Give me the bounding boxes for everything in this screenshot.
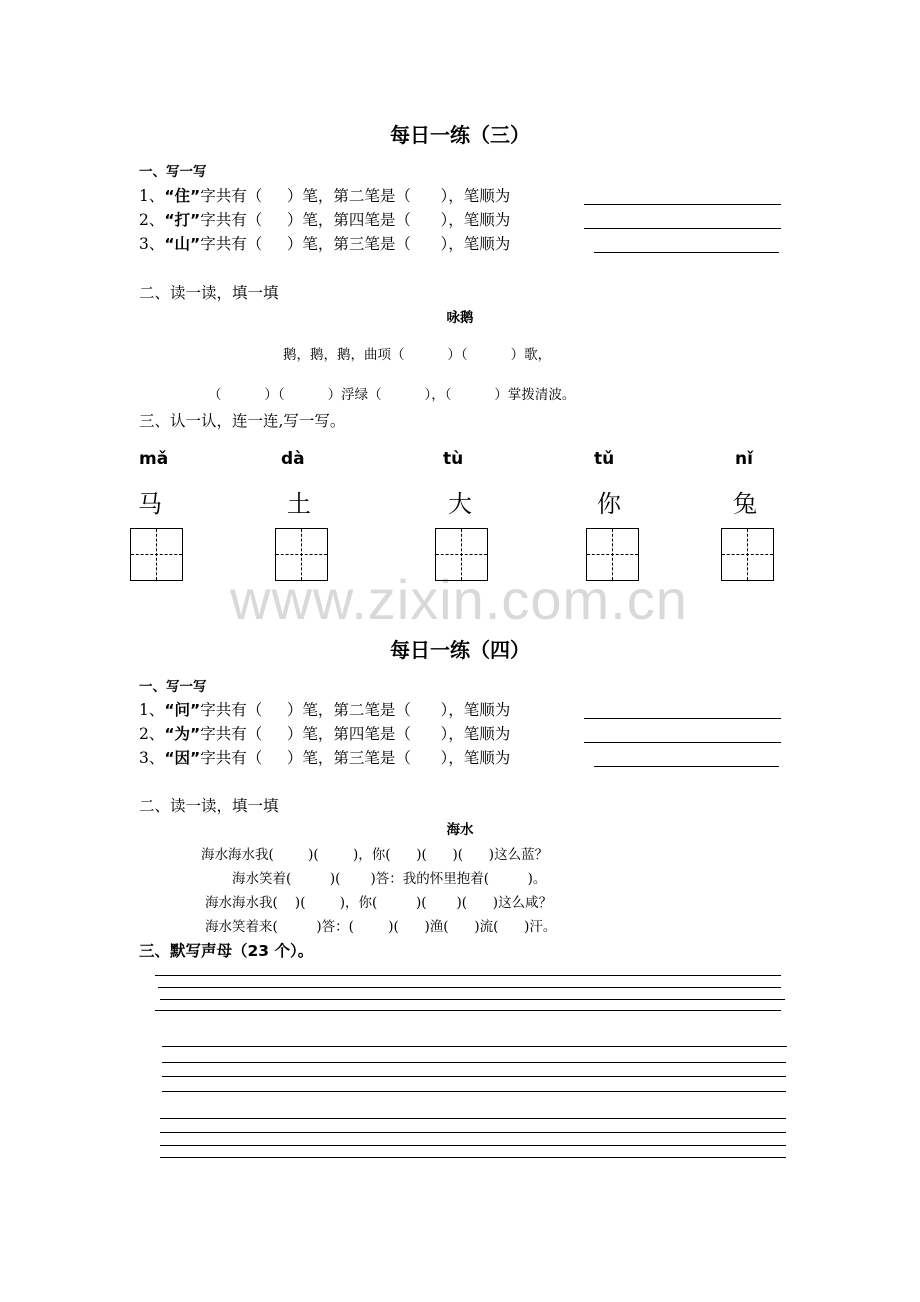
part4-section3: 三、默写声母（23 个）。 (139, 942, 314, 960)
item-number: 2、 (139, 725, 165, 743)
stroke-order-blank[interactable] (584, 204, 781, 205)
writing-line[interactable] (162, 1062, 786, 1063)
stroke-order-blank[interactable] (584, 228, 781, 229)
writing-grid-box[interactable] (275, 528, 328, 581)
part3-item-3 (139, 234, 510, 254)
poem-line: 海水笑着( )( )答：我的怀里抱着( )。 (232, 871, 547, 887)
stroke-order-blank[interactable] (584, 742, 781, 743)
stroke-order-blank[interactable] (594, 252, 779, 253)
pinyin: tǔ (594, 449, 615, 469)
writing-line[interactable] (162, 1046, 787, 1047)
part4-section1: 一、写一写 (139, 679, 207, 695)
item-text: 字共有（ ）笔，第四笔是（ ），笔顺为 (200, 725, 511, 743)
item-number: 1、 (139, 187, 165, 205)
part3-section2: 二、读一读，填一填 (139, 284, 279, 302)
part3-section3: 三、认一认，连一连,写一写。 (139, 412, 346, 430)
item-char: “山” (164, 235, 201, 253)
item-number: 3、 (139, 235, 165, 253)
writing-line[interactable] (162, 1091, 786, 1092)
poem-title: 海水 (446, 822, 474, 838)
writing-grid-box[interactable] (435, 528, 488, 581)
item-char: “住” (164, 187, 201, 205)
writing-grid-box[interactable] (586, 528, 639, 581)
poem-line: 鹅，鹅，鹅，曲项（ ）（ ）歌， (283, 347, 552, 363)
writing-line[interactable] (160, 1132, 786, 1133)
writing-line[interactable] (162, 1076, 786, 1077)
part4-item-1 (139, 700, 510, 720)
hanzi: 兔 (733, 490, 757, 518)
item-text: 字共有（ ）笔，第二笔是（ ），笔顺为 (200, 187, 511, 205)
writing-grid-box[interactable] (130, 528, 183, 581)
part4-section2: 二、读一读，填一填 (139, 797, 279, 815)
writing-line[interactable] (155, 1010, 781, 1011)
hanzi: 你 (597, 490, 621, 518)
part3-item-1 (139, 186, 510, 206)
poem-line: 海水笑着来( )答：( )( )渔( )流( )汗。 (205, 919, 557, 935)
writing-line[interactable] (160, 1118, 786, 1119)
pinyin: tù (443, 449, 464, 469)
poem-line: 海水海水我( )( )，你( )( )( )这么蓝？ (201, 847, 549, 863)
part3-item-2 (139, 210, 510, 230)
item-number: 2、 (139, 211, 165, 229)
item-number: 1、 (139, 701, 165, 719)
part3-title: 每日一练（三） (390, 123, 530, 147)
writing-line[interactable] (158, 987, 781, 988)
item-text: 字共有（ ）笔，第四笔是（ ），笔顺为 (200, 211, 511, 229)
writing-line[interactable] (155, 975, 781, 976)
writing-grid-box[interactable] (721, 528, 774, 581)
hanzi: 马 (138, 490, 162, 518)
part4-item-2 (139, 724, 510, 744)
item-char: “打” (164, 211, 201, 229)
item-char: “为” (164, 725, 201, 743)
part4-item-3 (139, 748, 510, 768)
stroke-order-blank[interactable] (584, 718, 781, 719)
stroke-order-blank[interactable] (594, 766, 779, 767)
item-char: “问” (164, 701, 201, 719)
writing-line[interactable] (160, 1157, 786, 1158)
poem-title: 咏鹅 (446, 310, 474, 326)
writing-line[interactable] (160, 999, 785, 1000)
watermark: www.zixin.com.cn (230, 568, 688, 631)
part3-section1: 一、写一写 (139, 164, 207, 180)
item-text: 字共有（ ）笔，第三笔是（ ），笔顺为 (200, 235, 511, 253)
item-text: 字共有（ ）笔，第三笔是（ ），笔顺为 (200, 749, 511, 767)
hanzi: 大 (448, 490, 472, 518)
pinyin: nǐ (735, 449, 753, 469)
item-number: 3、 (139, 749, 165, 767)
hanzi: 土 (287, 490, 311, 518)
poem-line: 海水海水我( )( )，你( )( )( )这么咸？ (205, 895, 553, 911)
item-char: “因” (164, 749, 201, 767)
pinyin: dà (281, 449, 305, 469)
writing-line[interactable] (160, 1145, 786, 1146)
poem-line: （ ）（ ）浮绿（ ），（ ）掌拨清波。 (208, 387, 576, 403)
item-text: 字共有（ ）笔，第二笔是（ ），笔顺为 (200, 701, 511, 719)
pinyin: mǎ (139, 449, 169, 469)
part4-title: 每日一练（四） (390, 638, 530, 662)
